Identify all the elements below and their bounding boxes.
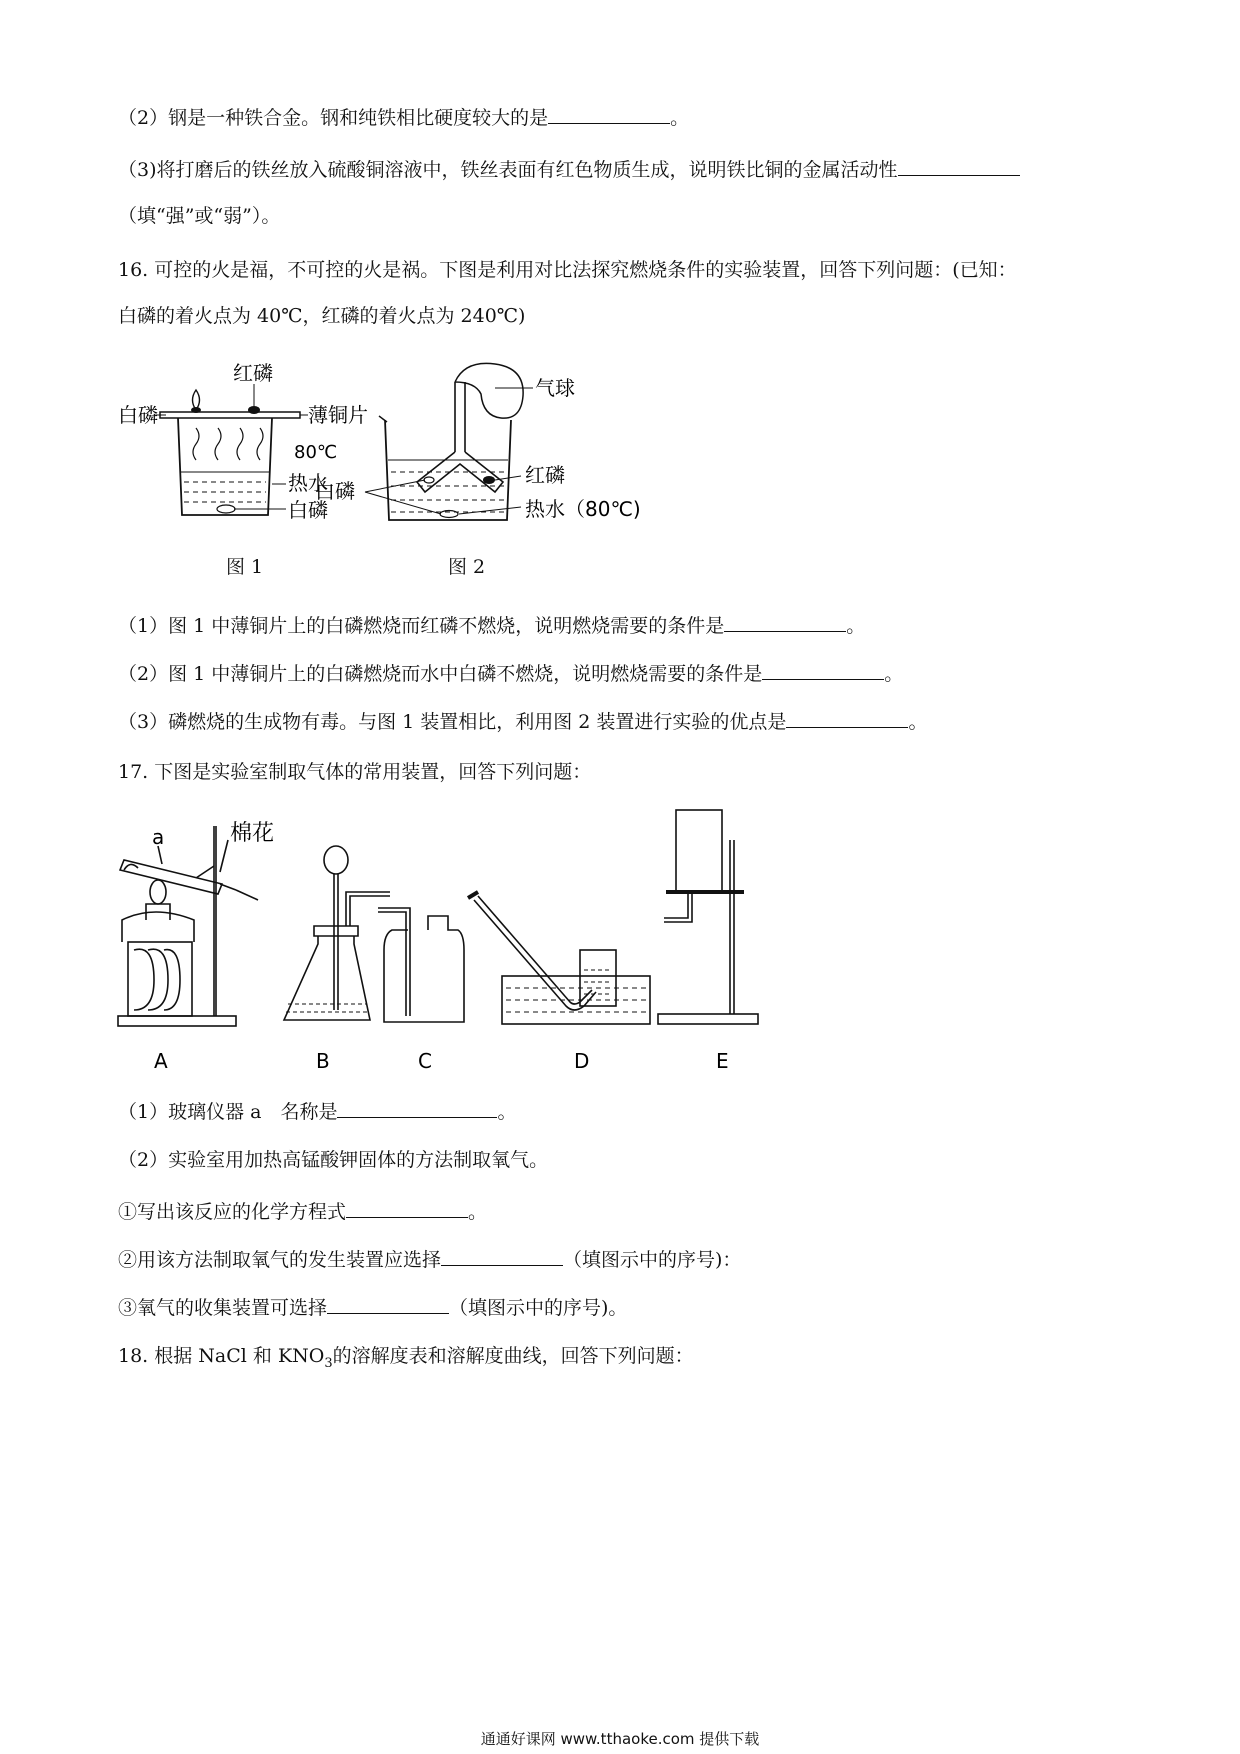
answer-blank[interactable] (337, 1099, 497, 1118)
fig2-label-hot-water: 热水（80℃) (525, 497, 641, 521)
figure-1 (118, 360, 368, 544)
answer-blank[interactable] (346, 1199, 468, 1218)
figure-1-caption: 图 1 (226, 556, 264, 578)
q17-sub1: ①写出该反应的化学方程式 。 (118, 1201, 488, 1223)
q15-part3-cont: （填“强”或“弱”）。 (118, 205, 281, 227)
q16-part3: （3）磷燃烧的生成物有毒。与图 1 装置相比，利用图 2 装置进行实验的优点是 。 (118, 711, 928, 733)
q17-sub3: ③氧气的收集装置可选择 （填图示中的序号)。 (118, 1297, 628, 1319)
fig1-label-hot-water: 热水 (288, 471, 328, 495)
q17-part2: （2）实验室用加热高锰酸钾固体的方法制取氧气。 (118, 1149, 549, 1171)
apparatus-d (468, 892, 650, 1024)
q18-stem: 18. 根据 NaCl 和 $KNO_3$的溶解度表和溶解度曲线，回答下列问题： (118, 1345, 694, 1371)
apparatus-c (378, 908, 464, 1022)
q17-stem: 17. 下图是实验室制取气体的常用装置，回答下列问题： (118, 761, 592, 783)
fig2-label-red-phosphorus: 红磷 (525, 463, 565, 487)
label-cotton: 棉花 (230, 821, 275, 846)
answer-blank[interactable] (786, 709, 908, 728)
answer-blank[interactable] (327, 1295, 449, 1314)
fig1-label-white-phosphorus: 白磷 (118, 403, 158, 427)
q16-part1: （1）图 1 中薄铜片上的白磷燃烧而红磷不燃烧，说明燃烧需要的条件是 。 (118, 615, 866, 637)
figure-apparatus (118, 800, 858, 1084)
q16-part2: （2）图 1 中薄铜片上的白磷燃烧而水中白磷不燃烧，说明燃烧需要的条件是 。 (118, 663, 904, 685)
letter-e: E (716, 1049, 729, 1073)
answer-blank[interactable] (762, 661, 884, 680)
fig1-label-red-phosphorus: 红磷 (233, 361, 273, 385)
apparatus-e (658, 810, 758, 1024)
figure-1-drawing (118, 360, 368, 540)
apparatus-a (118, 826, 258, 1026)
q16-stem-line1: 16. 可控的火是福，不可控的火是祸。下图是利用对比法探究燃烧条件的实验装置，回答下列问题：(已知： (118, 259, 1017, 281)
answer-blank[interactable] (441, 1247, 563, 1266)
q17-part1: （1）玻璃仪器 a 名称是 。 (118, 1101, 517, 1123)
apparatus-b (284, 846, 390, 1020)
q15-part3: （3)将打磨后的铁丝放入硫酸铜溶液中，铁丝表面有红色物质生成，说明铁比铜的金属活动性 (118, 156, 1020, 184)
figure-2-caption: 图 2 (448, 556, 486, 578)
fig1-label-copper-sheet: 薄铜片 (308, 403, 368, 427)
letter-b: B (316, 1049, 330, 1073)
answer-blank[interactable] (898, 157, 1020, 176)
q16-stem-line2: 白磷的着火点为 40℃，红磷的着火点为 240℃) (118, 305, 526, 327)
q17-sub2: ②用该方法制取氧气的发生装置应选择 （填图示中的序号)： (118, 1249, 742, 1271)
letter-c: C (418, 1049, 432, 1073)
fig1-label-temperature: 80℃ (294, 442, 338, 463)
answer-blank[interactable] (548, 105, 670, 124)
label-a: a (152, 825, 165, 849)
fig1-label-white-phosphorus-water: 白磷 (288, 498, 328, 522)
apparatus-drawing (118, 800, 858, 1080)
fig2-label-balloon: 气球 (535, 376, 575, 400)
answer-blank[interactable] (724, 613, 846, 632)
letter-d: D (574, 1049, 590, 1073)
q15-part2: （2）钢是一种铁合金。钢和纯铁相比硬度较大的是 。 (118, 107, 690, 129)
fig2-label-white-phosphorus: 白磷 (315, 479, 355, 503)
page-footer: 通通好课网 www.tthaoke.com 提供下载 (480, 1730, 760, 1748)
letter-a: A (154, 1049, 168, 1073)
